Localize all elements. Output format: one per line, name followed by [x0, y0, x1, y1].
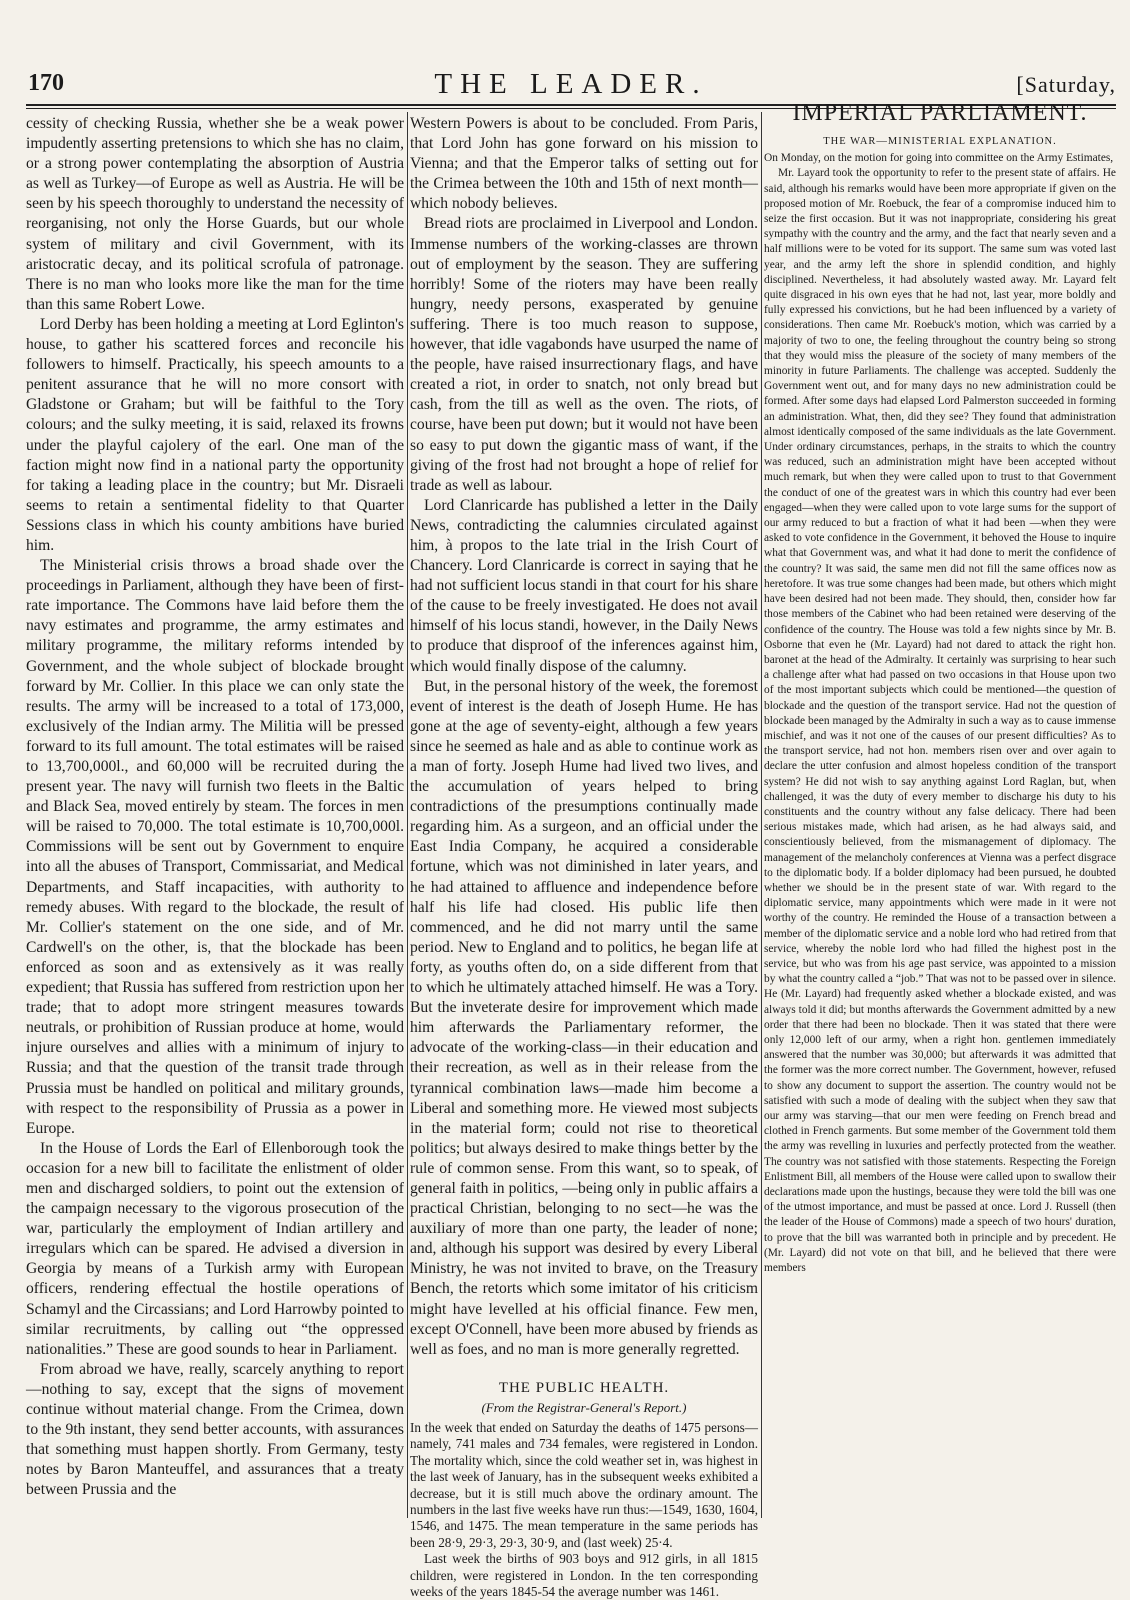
column-1 — [26, 114, 404, 1524]
paragraph: Lord Derby has been holding a meeting at Lord Eglinton's house, to gather his scattered forces and reconcile his followers to himself. Practically, his speech amounts to a penitent assurance that he will no more consort with Gladstone or Graham; but will be faithful to the Tory colours; and the sulky meeting, it is said, relaxed its frowns under the playful cajolery of the earl. One man of the faction might now find in a national party the opportunity for taking a leading place in the country; but Mr. Disraeli seems to retain a sentimental fidelity to that Quarter Sessions class in which his county ambitions have buried him. — [26, 315, 404, 554]
paragraph: The Ministerial crisis throws a broad shade over the proceedings in Parliament, although they have been of first-rate importance. The Commons have laid before them the navy estimates and programme, the army estimates and military programme, the military reforms intended by Government, and the whole subject of blockade brought forward by Mr. Collier. In this place we can only state the results. The army will be increased to a total of 173,000, exclusively of the Indian army. The Militia will be pressed forward to its full amount. The total estimates will be raised to 13,700,000l., and 60,000 will be recruited during the present year. The navy will furnish two fleets in the Baltic and Black Sea, moved entirely by steam. The forces in men will be raised to 70,000. The total estimate is 10,700,000l. Commissions will be sent out by Government to enquire into all the abuses of Transport, Commissariat, and Medical Departments, and Staff incapacities, with authority to remedy abuses. With regard to the blockade, the result of Mr. Collier's statement on the one side, and of Mr. Cardwell's on the other, is, that the blockade has been enforced as soon and as extensively as it was really expedient; that Russia has suffered from restriction upon her trade; that to adopt more stringent measures towards neutrals, or prohibition of Russian produce at home, would injure ourselves and allies with a minimum of injury to Russia; and that the question of the transit trade through Prussia must be handled on political and military grounds, with respect to the responsibility of Prussia as a power in Europe. — [26, 557, 404, 1137]
paragraph: Western Powers is about to be concluded. From Paris, that Lord John has gone forward on his mission to Vienna; and that the Emperor talks of setting out for the Crimea between the 10th and 15th of next month—which nobody believes. — [410, 115, 758, 213]
paragraph: cessity of checking Russia, whether she be a weak power impudently asserting pretensions to which she has no claim, or a strong power contemplating the absorption of Austria as well as Turkey—of Europe as well as Austria. He will be seen by his speech thoroughly to understand the necessity of reorganising, not only the Horse Guards, but our whole system of military and civil Government, with its aristocratic decay, and its political scrofula of patronage. There is no man who looks more like the man for the time than this same Robert Lowe. — [26, 115, 404, 313]
section-subheading: THE WAR—MINISTERIAL EXPLANATION. — [823, 136, 1057, 147]
paragraph: In the House of Lords the Earl of Ellenborough took the occasion for a new bill to facilitate the enlistment of older men and discharged soldiers, to point out the extension of the campaign necessary to the vigorous prosecution of the war, particularly the employment of Indian artillery and irregulars which can be spared. He advised a diversion in Georgia by means of a Turkish army with European officers, rendering effectual the hostile operations of Schamyl and the Circassians; and Lord Harrowby pointed to similar recruitments, by calling out “the oppressed nationalities.” These are good sounds to hear in Parliament. — [26, 1139, 404, 1358]
page-number: 170 — [28, 70, 64, 96]
paragraph: Last week the births of 903 boys and 912 girls, in all 1815 children, were registered in London. In the ten corresponding weeks of the years 1845-54 the average number was 1461. — [410, 1551, 758, 1600]
column-3 — [764, 100, 1116, 1524]
paragraph: But, in the personal history of the week, the foremost event of interest is the death of Joseph Hume. He has gone at the age of seventy-eight, although a few years since he seemed as hale and as able to continue work as a man of forty. Joseph Hume had lived two lives, and the accumulation of years helped to bring contradictions of the presumptions continually made regarding him. As a surgeon, and an official under the East India Company, he acquired a considerable fortune, which was not diminished in later years, and he had attained to affluence and independence before half his life had closed. His public life then commenced, and he did not marry until the same period. New to England and to politics, he began life at forty, as youths often do, on a side different from that to which he ultimately attached himself. He was a Tory. But the inveterate desire for improvement which made him afterwards the Parliamentary reformer, the advocate of the working-class—in their education and their recreation, as well as in their release from the tyrannical combination laws—made him become a Liberal and something more. He viewed most subjects in the material form; could not rise to theoretical politics; but always desired to make things better by the rule of common sense. From this want, so to speak, of general faith in politics, —being only in public affairs a practical Christian, belonging to no sect—he was the auxiliary of more than one party, the leader of none; and, although his support was desired by every Liberal Ministry, he was not invited to brave, on the Treasury Bench, the retorts which some imitator of his criticism might have levelled at his official finance. Few men, except O'Connell, have been more abused by friends as well as foes, and no man is more generally regretted. — [410, 677, 758, 1358]
paragraph: In the week that ended on Saturday the deaths of 1475 persons—namely, 741 males and 734 females, were registered in London. The mortality which, since the cold weather set in, was highest in the last week of January, has in the subsequent weeks exhibited a decrease, but it is still much above the ordinary amount. The numbers in the last five weeks have run thus:—1549, 1630, 1604, 1546, and 1475. The mean temperature in the same periods has been 28·9, 29·3, 29·3, 30·9, and (last week) 25·4. — [410, 1420, 758, 1550]
section-heading: IMPERIAL PARLIAMENT. — [792, 100, 1088, 126]
column-divider-1 — [407, 112, 408, 1518]
paragraph: Lord Clanricarde has published a letter in the Daily News, contradicting the calumnies circulated against him, à propos to the late trial in the Irish Court of Chancery. Lord Clanricarde is correct in saying that he had not sufficient locus standi in that court for his share of the cause to be freely investigated. He does not avail himself of his locus standi, however, in the Daily News to produce that disproof of the inferences against him, which would finally dispose of the calumny. — [410, 496, 758, 675]
dateline: [Saturday, — [1016, 72, 1116, 97]
paragraph: Mr. Layard took the opportunity to refer to the present state of affairs. He said, although his remarks would have been more appropriate if given on the proposed motion of Mr. Roebuck, the fear of a compromise induced him to seize the first occasion. But it was not inappropriate, considering his great sympathy with the country and the army, and the fact that nearly seven and a half millions were to be voted for its support. The same sum was voted last year, and the army left the shore in splendid condition, and highly disciplined. Nevertheless, it had absolutely wasted away. Mr. Layard felt quite disgraced in his own eyes that he had not, last year, more boldly and fully expressed his convictions, but he had been influenced by a variety of considerations. Then came Mr. Roebuck's motion, which was carried by a majority of two to one, the feeling throughout the country being so strong that they would miss the pleasure of the society of many members of the minority in future Parliaments. The challenge was accepted. Suddenly the Government went out, and for many days no new administration could be formed. After some days had elapsed Lord Palmerston succeeded in forming an administration. What, then, did they see? They found that administration almost identically composed of the same individuals as the late Government. Under ordinary circumstances, perhaps, in the straits to which the country was reduced, such an administration might have been accepted without much remark, but when they were called upon to trust to that Government the conduct of one of the greatest wars in which this country had ever been engaged—when they were called upon to vote large sums for the support of our army reduced to but a fraction of what it had been —when they were asked to vote confidence in the Government, it behoved the House to inquire what that Government was, and what it had done to merit the confidence of the country? It was said, the same men did not fill the same offices now as heretofore. It was true some changes had been made, but others which might have been desired had not been made. They should, then, consider how far those members of the Cabinet who had been retained were deserving of the confidence of the country. The House was told a few nights since by Mr. B. Osborne that even he (Mr. Layard) had not dared to attack the right hon. baronet at the head of the Admiralty. It certainly was surprising to hear such a challenge after what had passed on two occasions in that House upon two of the most important subjects which could be mentioned—the question of blockade and the question of the transport service. Had not the question of blockade been managed by the Admiralty in such a way as to cause immense mischief, and was it not one of the causes of our present difficulties? As to the transport service, had not hon. members risen over and over again to declare the utter confusion and almost hopeless condition of the transport system? He did not wish to say anything against Lord Raglan, but, when challenged, it was the duty of every member to discharge his duty to his constituents and the country without any false delicacy. There had been serious mistakes made, which had arisen, as he had always said, and conscientiously believed, from the mismanagement of diplomacy. The management of the melancholy conferences at Vienna was a perfect disgrace to the diplomatic body. If a bolder diplomacy had been pursued, he doubted whether we should be in the present state of war. With regard to the diplomatic service, many appointments which were made in it were not worthy of the country. He reminded the House of a transaction between a member of the diplomatic service and a noble lord who had retired from that service, whereby the noble lord who had filled the highest post in the service, but who was from his age past service, was appointed to a mission by what the country called a “job.” That was not to be passed over in silence. He (Mr. Layard) had frequently asked whether a blockade existed, and was always told it did; but months afterwards the Government admitted by a new order that there had been no blockade. Then it was stated that there were only 12,000 left of our army, when a right hon. gentlemen immediately answered that the number was 30,000; but afterwards it was admitted that the former was the more correct number. The Government, however, refused to show any document to support the assertion. The country would not be satisfied with such a mode of dealing with the subject when they saw that our army was starving—that our men were feeding on French bread and clothed in French garments. But some member of the Government told them the army was revelling in luxuries and perfectly protected from the weather. The country was not satisfied with those statements. Respecting the Foreign Enlistment Bill, all members of the House were called upon to swallow their declarations made upon the hustings, because they were told the bill was one of the utmost importance, and must be passed at once. Lord J. Russell (then the leader of the House of Commons) made a speech of two hours' duration, to prove that the bill was warranted both in principle and by precedent. He (Mr. Layard) did not vote on that bill, and he believed that there were members — [764, 167, 1116, 1275]
section-title: THE PUBLIC HEALTH. — [498, 1379, 670, 1396]
column-divider-2 — [761, 112, 762, 1518]
paragraph: Bread riots are proclaimed in Liverpool and London. Immense numbers of the working-classes are thrown out of employment by the season. They are suffering horribly! Some of the rioters may have been really hungry, needy persons, exasperated by genuine suffering. There is too much reason to suppose, however, that idle vagabonds have usurped the name of the people, have raised insurrectionary flags, and have created a riot, in order to snatch, not only bread but cash, from the till as well as the oven. The riots, of course, have been put down; but it would not have been so easy to put down the gigantic mass of want, if the giving of the frost had not brought a hope of relief for trade as well as labour. — [410, 215, 758, 494]
section-subtitle: (From the Registrar-General's Report.) — [481, 1399, 687, 1415]
paragraph: On Monday, on the motion for going into committee on the Army Estimates, — [764, 152, 1114, 165]
paragraph: From abroad we have, really, scarcely anything to report—nothing to say, except that the signs of movement continue without material change. From the Crimea, down to the 9th instant, they send better accounts, with assurances that something must happen shortly. From Germany, testy notes by Baron Manteuffel, and assurances that a treaty between Prussia and the — [26, 1360, 404, 1499]
paper-title: THE LEADER. — [434, 68, 708, 100]
column-2 — [410, 114, 758, 1600]
